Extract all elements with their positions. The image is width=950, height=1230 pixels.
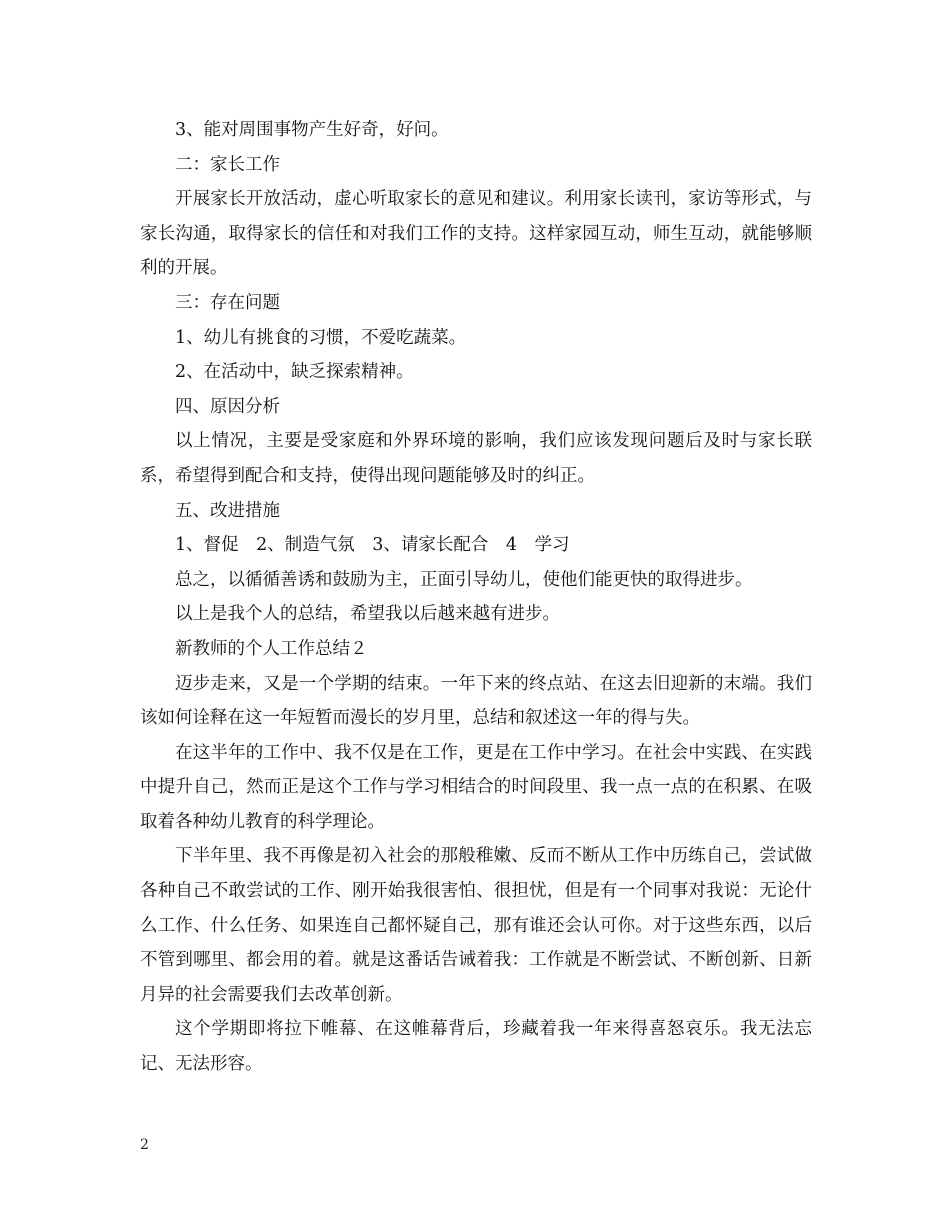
paragraph-conclusion: 总之，以循循善诱和鼓励为主，正面引导幼儿，使他们能更快的取得进步。: [175, 569, 753, 590]
section-title-summary-2: 新教师的个人工作总结２: [175, 638, 368, 659]
paragraph-second-half-year: 下半年里、我不再像是初入社会的那般稚嫩、反而不断从工作中历练自己，尝试做各种自己不敢尝试的工作、刚开始我很害怕、很担忧，但是有一个同事对我说：无论什么工作、什么任务、如果连自己都怀疑自己，那有谁还会认可你。对于这些东西，以后不管到哪里、都会用的着。就是这番话告诫着我：工作就是不断尝试、不断创新、日新月异的社会需要我们去改革创新。: [140, 846, 812, 1005]
section-heading-parent-work: 二：家长工作: [175, 154, 280, 175]
document-body: [140, 113, 812, 1082]
paragraph-semester-closing: 这个学期即将拉下帷幕、在这帷幕背后，珍藏着我一年来得喜怒哀乐。我无法忘记、无法形容。: [140, 1019, 812, 1075]
paragraph-parent-work: 开展家长开放活动，虚心听取家长的意见和建议。利用家长读刊，家访等形式，与家长沟通，取得家长的信任和对我们工作的支持。这样家园互动，师生互动，就能够顺利的开展。: [140, 189, 812, 279]
section-heading-improvements: 五、改进措施: [175, 500, 280, 521]
list-improvement-measures: 1、督促 2、制造气氛 3、请家长配合 4 学习: [175, 535, 570, 556]
section-heading-cause-analysis: 四、原因分析: [175, 396, 280, 417]
paragraph-personal-summary: 以上是我个人的总结，希望我以后越来越有进步。: [175, 604, 560, 625]
list-item-picky-eating: 1、幼儿有挑食的习惯，不爱吃蔬菜。: [175, 327, 467, 348]
paragraph-semester-end: 迈步走来，又是一个学期的结束。一年下来的终点站、在这去旧迎新的末端。我们该如何诠释在这一年短暂而漫长的岁月里，总结和叙述这一年的得与失。: [140, 673, 812, 729]
section-heading-problems: 三：存在问题: [175, 292, 280, 313]
list-item-curiosity: 3、能对周围事物产生好奇，好问。: [175, 120, 449, 140]
paragraph-cause-analysis: 以上情况，主要是受家庭和外界环境的影响，我们应该发现问题后及时与家长联系，希望得到配合和支持，使得出现问题能够及时的纠正。: [140, 431, 812, 486]
paragraph-work-and-learning: 在这半年的工作中、我不仅是在工作，更是在工作中学习。在社会中实践、在实践中提升自己，然而正是这个工作与学习相结合的时间段里、我一点一点的在积累、在吸取着各种幼儿教育的科学理论。: [140, 742, 812, 832]
page-number: 2: [140, 1137, 149, 1153]
list-item-exploration: 2、在活动中，缺乏探索精神。: [175, 362, 414, 383]
